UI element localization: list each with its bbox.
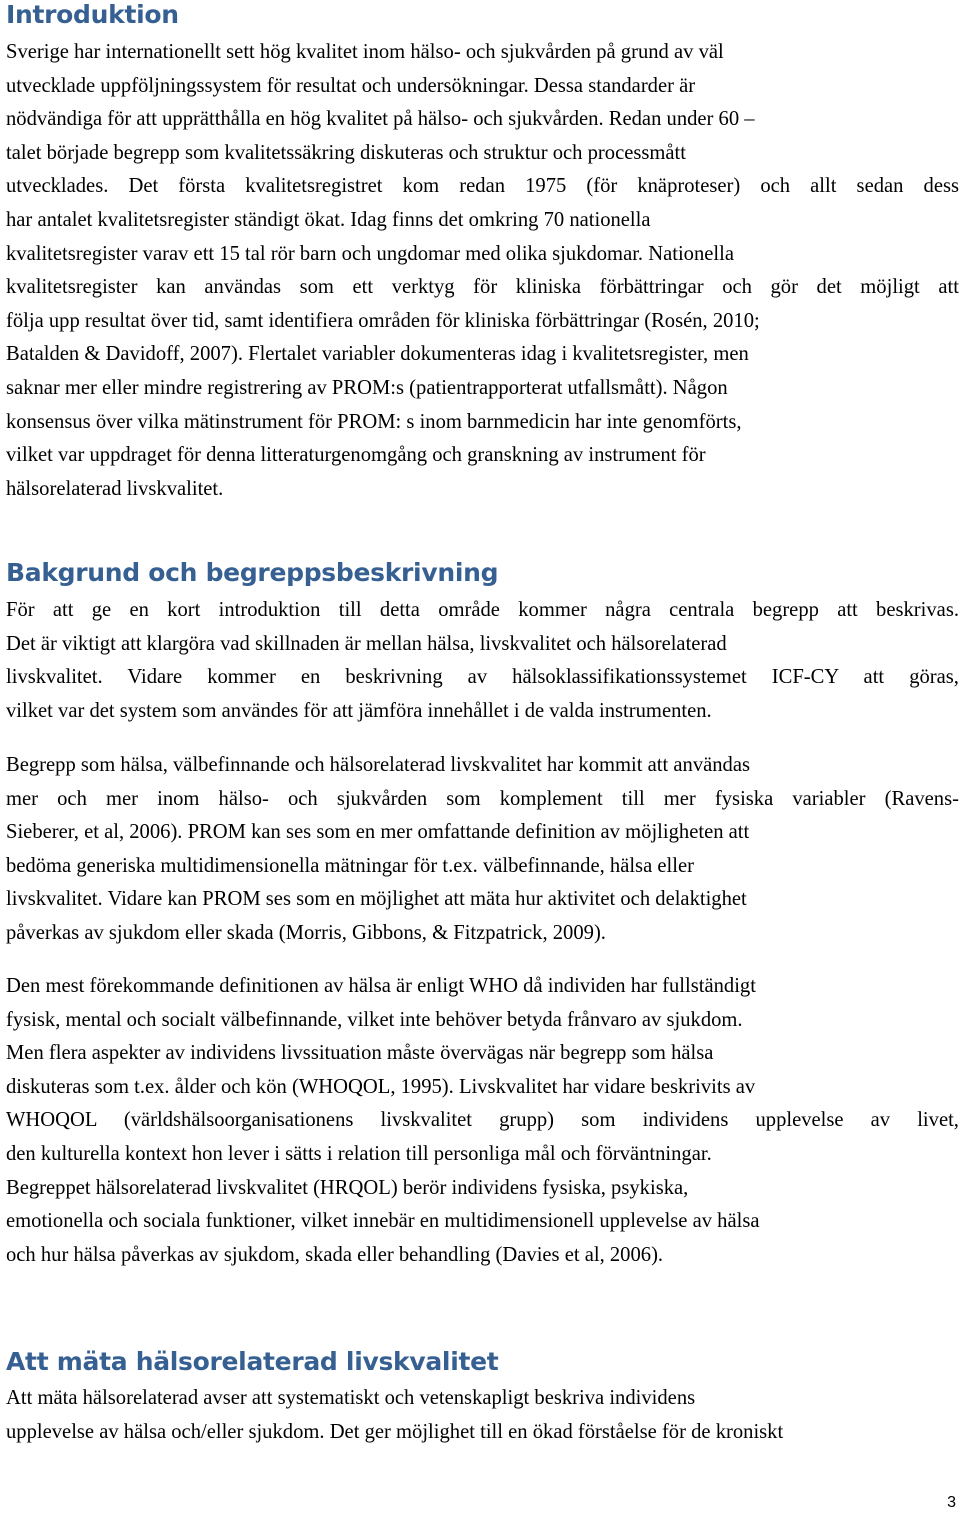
paragraph-att-mata bbox=[6, 1382, 959, 1449]
text-line: konsensus över vilka mätinstrument för PROM: s inom barnmedicin har inte genomförts, bbox=[6, 410, 742, 433]
text-line: mer och mer inom hälso- och sjukvården som komplement till mer fysiska variabler (Ravens- bbox=[6, 787, 959, 810]
text-line: följa upp resultat över tid, samt identifiera områden för kliniska förbättringar (Rosén, 2010; bbox=[6, 309, 760, 332]
text-line: upplevelse av hälsa och/eller sjukdom. Det ger möjlighet till en ökad förståelse för de kroniskt bbox=[6, 1420, 784, 1443]
text-line: För att ge en kort introduktion till detta område kommer några centrala begrepp att beskrivas. bbox=[6, 599, 959, 621]
text-line: emotionella och sociala funktioner, vilket innebär en multidimensionell upplevelse av hälsa bbox=[6, 1210, 760, 1233]
paragraph-bakgrund-3 bbox=[6, 970, 959, 1272]
text-line: fysisk, mental och socialt välbefinnande, vilket inte behöver betyda frånvaro av sjukdom. bbox=[6, 1008, 743, 1031]
paragraph-bakgrund-2 bbox=[6, 749, 959, 951]
heading-introduktion: Introduktion bbox=[6, 0, 179, 29]
heading-bakgrund: Bakgrund och begreppsbeskrivning bbox=[6, 558, 499, 587]
text-line: utvecklade uppföljningssystem för resultat och undersökningar. Dessa standarder är bbox=[6, 74, 696, 97]
text-line: bedöma generiska multidimensionella mätningar för t.ex. välbefinnande, hälsa eller bbox=[6, 854, 694, 877]
text-line: diskuteras som t.ex. ålder och kön (WHOQOL, 1995). Livskvalitet har vidare beskrivits av bbox=[6, 1075, 756, 1098]
text-line: Begrepp som hälsa, välbefinnande och hälsorelaterad livskvalitet har kommit att användas bbox=[6, 754, 750, 776]
text-line: påverkas av sjukdom eller skada (Morris, Gibbons, & Fitzpatrick, 2009). bbox=[6, 921, 606, 944]
text-line: den kulturella kontext hon lever i sätts i relation till personliga mål och förväntningar. bbox=[6, 1142, 712, 1165]
text-line: vilket var det system som användes för att jämföra innehållet i de valda instrumenten. bbox=[6, 699, 712, 722]
page-number: 3 bbox=[947, 1494, 956, 1511]
text-line: har antalet kvalitetsregister ständigt ökat. Idag finns det omkring 70 nationella bbox=[6, 208, 651, 231]
text-line: kvalitetsregister varav ett 15 tal rör barn och ungdomar med olika sjukdomar. Nationella bbox=[6, 242, 735, 265]
text-line: kvalitetsregister kan användas som ett verktyg för kliniska förbättringar och gör det möjligt att bbox=[6, 276, 959, 299]
text-line: vilket var uppdraget för denna litteraturgenomgång och granskning av instrument för bbox=[6, 444, 706, 467]
text-line: Den mest förekommande definitionen av hälsa är enligt WHO då individen har fullständigt bbox=[6, 975, 756, 997]
text-line: Sverige har internationellt sett hög kvalitet inom hälso- och sjukvården på grund av väl bbox=[6, 41, 724, 63]
paragraph-introduktion bbox=[6, 36, 959, 506]
paragraph-bakgrund-1 bbox=[6, 594, 959, 728]
text-line: utvecklades. Det första kvalitetsregistret kom redan 1975 (för knäproteser) och allt sedan dess bbox=[6, 175, 960, 198]
text-line: Det är viktigt att klargöra vad skillnaden är mellan hälsa, livskvalitet och hälsorelaterad bbox=[6, 632, 727, 655]
text-line: nödvändiga för att upprätthålla en hög kvalitet på hälso- och sjukvården. Redan under 60 – bbox=[6, 108, 755, 131]
text-line: Begreppet hälsorelaterad livskvalitet (HRQOL) berör individens fysiska, psykiska, bbox=[6, 1176, 689, 1199]
text-line: Batalden & Davidoff, 2007). Flertalet variabler dokumenteras idag i kvalitetsregister, men bbox=[6, 343, 749, 366]
text-line: Sieberer, et al, 2006). PROM kan ses som en mer omfattande definition av möjligheten att bbox=[6, 821, 750, 844]
text-line: Men flera aspekter av individens livssituation måste övervägas när begrepp som hälsa bbox=[6, 1042, 714, 1065]
text-line: livskvalitet. Vidare kommer en beskrivning av hälsoklassifikationssystemet ICF-CY att göras, bbox=[6, 666, 959, 689]
text-line: hälsorelaterad livskvalitet. bbox=[6, 477, 224, 500]
text-line: livskvalitet. Vidare kan PROM ses som en möjlighet att mäta hur aktivitet och delaktighet bbox=[6, 888, 747, 911]
text-line: talet började begrepp som kvalitetssäkring diskuteras och struktur och processmått bbox=[6, 141, 686, 164]
text-line: Att mäta hälsorelaterad avser att systematiskt och vetenskapligt beskriva individens bbox=[6, 1387, 696, 1409]
text-line: WHOQOL (världshälsoorganisationens livskvalitet grupp) som individens upplevelse av livet, bbox=[6, 1109, 959, 1132]
text-line: och hur hälsa påverkas av sjukdom, skada eller behandling (Davies et al, 2006). bbox=[6, 1243, 664, 1266]
heading-att-mata: Att mäta hälsorelaterad livskvalitet bbox=[6, 1347, 499, 1376]
text-line: saknar mer eller mindre registrering av PROM:s (patientrapporterat utfallsmått). Någon bbox=[6, 376, 728, 399]
